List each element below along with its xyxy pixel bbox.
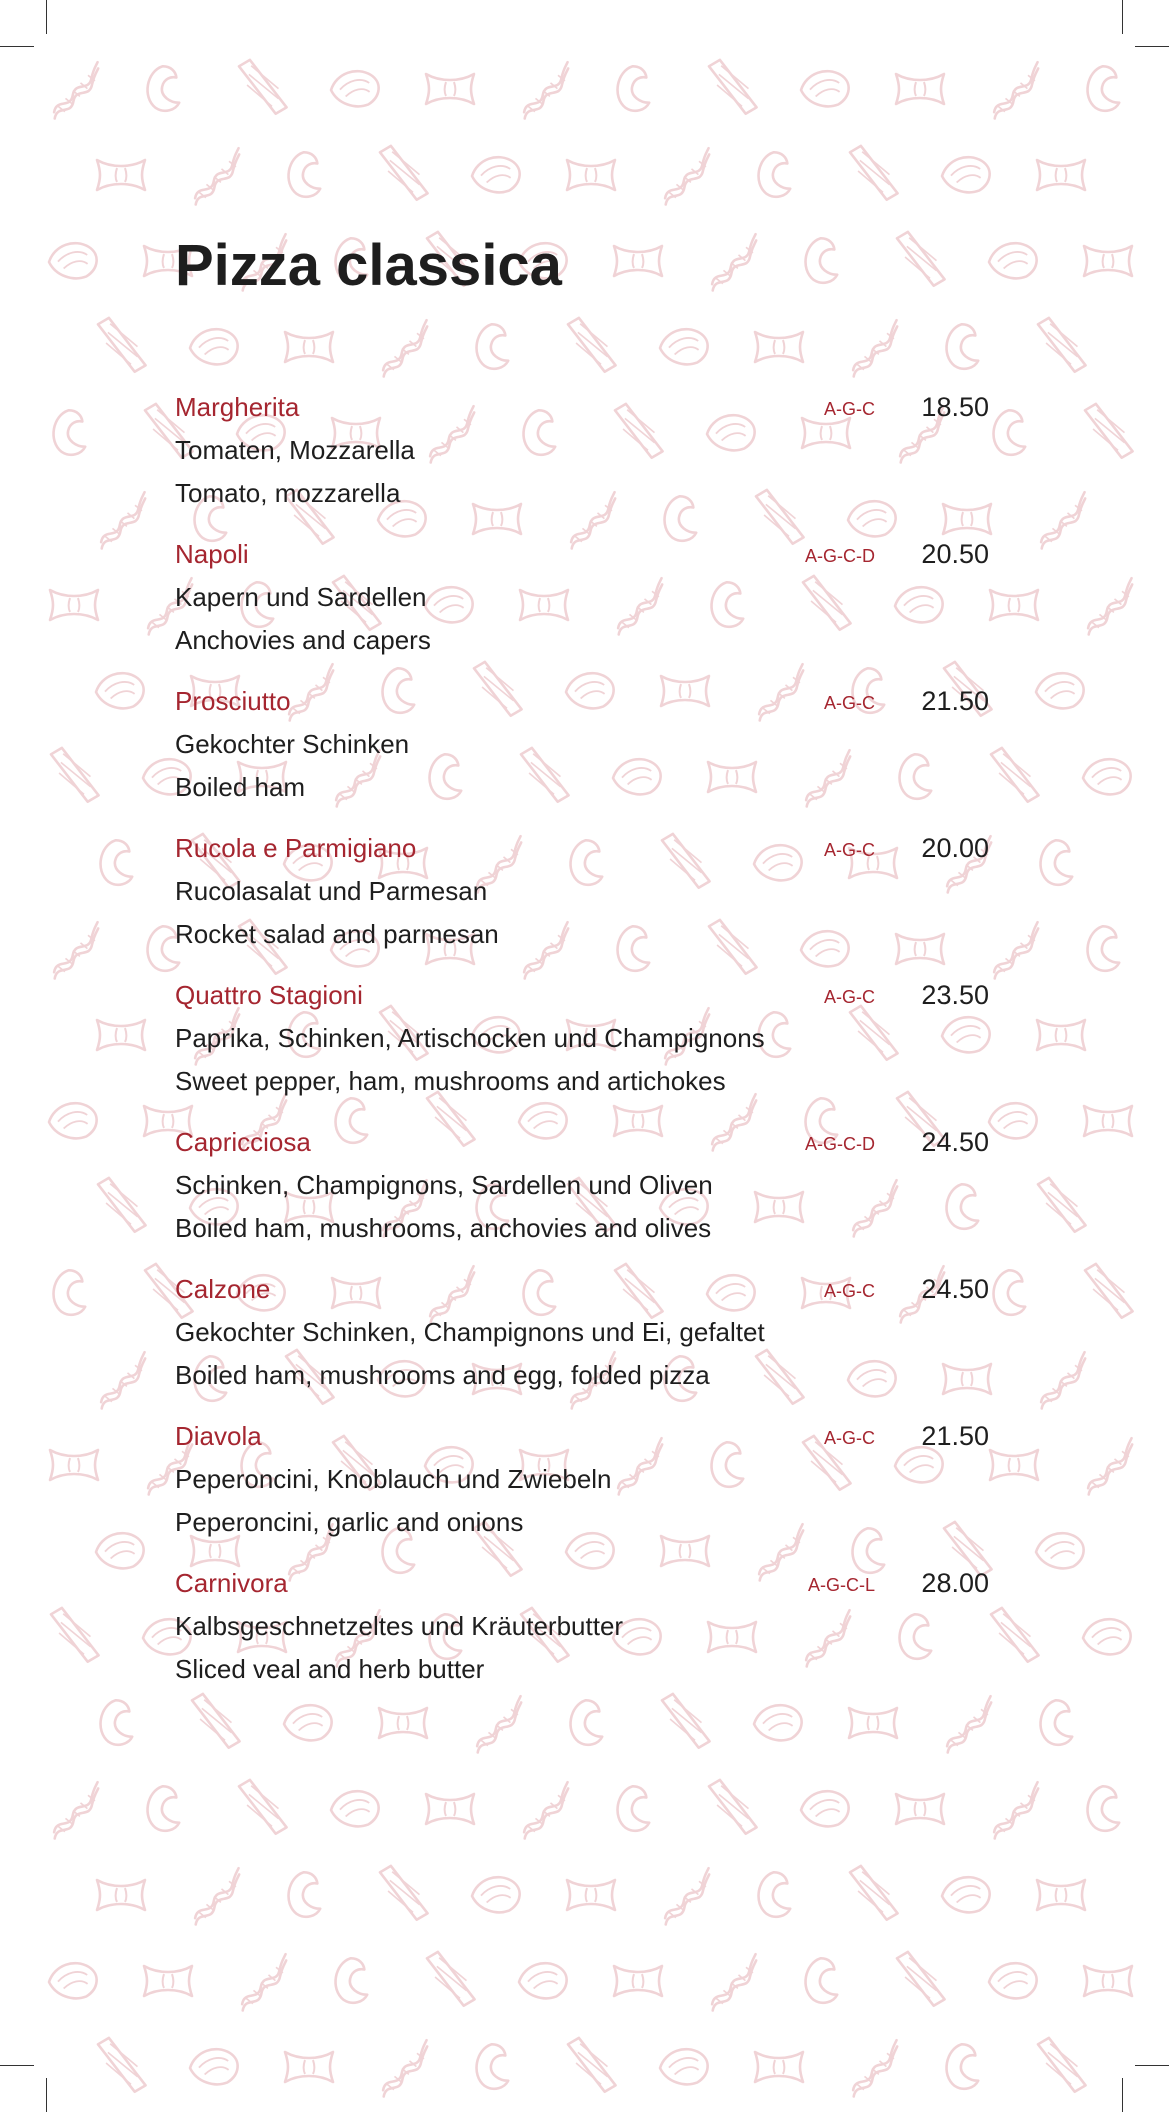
fusilli-icon [840,2040,910,2096]
macaroni-icon [1083,1784,1126,1834]
fusilli-icon [981,62,1051,118]
fusilli-icon [699,234,769,290]
macaroni-icon [1036,838,1079,888]
item-price: 18.50 [921,392,989,422]
shell-pasta-icon [469,148,524,200]
farfalle-icon [50,590,98,620]
item-description-en: Sweet pepper, ham, mushrooms and artichokes [175,1066,726,1096]
penne-icon [849,140,898,205]
shell-pasta-icon [1080,1610,1134,1662]
macaroni-icon [472,2042,515,2092]
item-allergens: A-G-C [824,1281,875,1301]
macaroni-icon [801,236,844,286]
penne-icon [708,54,757,119]
fusilli-icon [88,492,158,548]
item-description-en: Sliced veal and herb butter [175,1654,485,1684]
fusilli-icon [840,320,910,376]
crop-mark-bottom-right-vertical [1122,2078,1123,2112]
farfalle-icon [755,332,803,362]
item-description-de: Gekochter Schinken, Champignons und Ei, gefaltet [175,1317,765,1347]
macaroni-icon [96,1698,139,1748]
penne-icon [896,1946,945,2011]
crop-mark-bottom-left-vertical [46,2078,47,2112]
item-allergens: A-G-C [824,840,875,860]
shell-pasta-icon [187,320,242,372]
farfalle-icon [426,1794,474,1824]
macaroni-icon [989,408,1032,458]
fusilli-icon [511,62,581,118]
farfalle-icon [1037,1880,1085,1910]
item-name: Calzone [175,1274,271,1304]
crop-mark-bottom-right-horizontal [1135,2065,1169,2066]
shell-pasta-icon [798,62,853,114]
macaroni-icon [284,150,327,200]
farfalle-icon [1084,1106,1132,1136]
fusilli-icon [229,1954,299,2010]
item-price: 21.50 [921,1421,989,1451]
farfalle-icon [1037,1020,1085,1050]
macaroni-icon [613,1784,656,1834]
fusilli-icon [1028,1352,1098,1408]
fusilli-icon [370,320,440,376]
item-allergens: A-G-C-D [805,546,875,566]
item-price: 23.50 [921,980,989,1010]
item-price: 20.00 [921,833,989,863]
macaroni-icon [284,1870,327,1920]
item-description-de: Kapern und Sardellen [175,582,427,612]
item-description-en: Peperoncini, garlic and onions [175,1507,524,1537]
crop-mark-top-right-vertical [1122,0,1123,34]
macaroni-icon [942,2042,985,2092]
penne-icon [97,312,146,377]
item-description-en: Rocket salad and parmesan [175,919,499,949]
fusilli-icon [652,148,722,204]
farfalle-icon [1037,160,1085,190]
macaroni-icon [331,1956,374,2006]
item-name: Carnivora [175,1568,288,1598]
menu-item [175,533,995,680]
menu-item [175,1121,995,1268]
macaroni-icon [1083,64,1126,114]
farfalle-icon [285,2052,333,2082]
penne-icon [990,1602,1039,1667]
farfalle-icon [97,1020,145,1050]
shell-pasta-icon [986,234,1041,286]
macaroni-icon [49,408,92,458]
fusilli-icon [41,1782,111,1838]
penne-icon [1037,1172,1086,1237]
fusilli-icon [699,1954,769,2010]
fusilli-icon [1028,492,1098,548]
item-price: 20.50 [921,539,989,569]
item-description-de: Kalbsgeschnetzeltes und Kräuterbutter [175,1611,624,1641]
shell-pasta-icon [986,1954,1041,2006]
farfalle-icon [285,332,333,362]
farfalle-icon [379,1708,427,1738]
menu-item [175,1562,995,1709]
item-price: 21.50 [921,686,989,716]
penne-icon [567,312,616,377]
item-description-de: Gekochter Schinken [175,729,410,759]
shell-pasta-icon [939,148,994,200]
fusilli-icon [182,1868,252,1924]
farfalle-icon [755,2052,803,2082]
crop-mark-top-left-vertical [46,0,47,34]
shell-pasta-icon [1033,1524,1088,1576]
penne-icon [379,140,428,205]
item-description-en: Anchovies and capers [175,625,431,655]
macaroni-icon [49,1268,92,1318]
fusilli-icon [981,1782,1051,1838]
penne-icon [1084,398,1133,463]
macaroni-icon [754,1870,797,1920]
shell-pasta-icon [657,2040,712,2092]
penne-icon [238,1774,287,1839]
item-allergens: A-G-C-D [805,1134,875,1154]
shell-pasta-icon [46,1094,101,1146]
shell-pasta-icon [1080,750,1134,802]
farfalle-icon [1084,246,1132,276]
menu-item [175,1268,995,1415]
penne-icon [849,1860,898,1925]
penne-icon [1037,312,1086,377]
item-name: Diavola [175,1421,262,1451]
farfalle-icon [990,590,1038,620]
farfalle-icon [426,74,474,104]
item-description-de: Schinken, Champignons, Sardellen und Oliven [175,1170,713,1200]
shell-pasta-icon [798,1782,853,1834]
item-allergens: A-G-C-L [808,1575,875,1595]
shell-pasta-icon [516,1954,571,2006]
penne-icon [708,1774,757,1839]
penne-icon [50,1602,99,1667]
macaroni-icon [143,64,186,114]
macaroni-icon [942,322,985,372]
crop-mark-bottom-left-horizontal [0,2065,34,2066]
fusilli-icon [41,62,111,118]
shell-pasta-icon [469,1868,524,1920]
farfalle-icon [97,1880,145,1910]
item-allergens: A-G-C [824,693,875,713]
macaroni-icon [754,150,797,200]
macaroni-icon [801,1956,844,2006]
item-description-de: Tomaten, Mozzarella [175,435,415,465]
item-price: 28.00 [921,1568,989,1598]
menu-item [175,827,995,974]
menu-item [175,974,995,1121]
farfalle-icon [50,1450,98,1480]
fusilli-icon [1075,578,1134,634]
section-title: Pizza classica [175,233,562,298]
penne-icon [379,1860,428,1925]
macaroni-icon [1083,924,1126,974]
shell-pasta-icon [93,664,148,716]
farfalle-icon [567,1880,615,1910]
penne-icon [97,2032,146,2097]
fusilli-icon [652,1868,722,1924]
penne-icon [567,2032,616,2097]
item-description-en: Boiled ham, mushrooms and egg, folded pizza [175,1360,710,1390]
shell-pasta-icon [93,1524,148,1576]
item-price: 24.50 [921,1274,989,1304]
macaroni-icon [472,322,515,372]
item-name: Rucola e Parmigiano [175,833,417,863]
item-name: Napoli [175,539,249,569]
shell-pasta-icon [46,234,101,286]
farfalle-icon [990,1450,1038,1480]
item-name: Quattro Stagioni [175,980,363,1010]
penne-icon [1084,1258,1133,1323]
penne-icon [50,742,99,807]
macaroni-icon [989,1268,1032,1318]
item-description-en: Tomato, mozzarella [175,478,401,508]
penne-icon [238,54,287,119]
fusilli-icon [1075,1438,1134,1494]
macaroni-icon [143,1784,186,1834]
penne-icon [426,1946,475,2011]
menu-item [175,386,995,533]
macaroni-icon [1036,1698,1079,1748]
shell-pasta-icon [1033,664,1088,716]
penne-icon [896,226,945,291]
farfalle-icon [849,1708,897,1738]
item-description-de: Paprika, Schinken, Artischocken und Champignons [175,1023,765,1053]
menu-item [175,680,995,827]
item-allergens: A-G-C [824,1428,875,1448]
penne-icon [1037,2032,1086,2097]
shell-pasta-icon [939,1868,994,1920]
fusilli-icon [370,2040,440,2096]
item-allergens: A-G-C [824,399,875,419]
shell-pasta-icon [328,1782,383,1834]
farfalle-icon [144,1966,192,1996]
penne-icon [97,1172,146,1237]
item-price: 24.50 [921,1127,989,1157]
item-description-en: Boiled ham [175,772,306,802]
shell-pasta-icon [657,320,712,372]
fusilli-icon [88,1352,158,1408]
farfalle-icon [1084,1966,1132,1996]
menu-item [175,1415,995,1562]
item-allergens: A-G-C [824,987,875,1007]
macaroni-icon [96,838,139,888]
farfalle-icon [614,1966,662,1996]
crop-mark-top-right-horizontal [1135,46,1169,47]
menu-items-list [175,386,995,1709]
fusilli-icon [182,148,252,204]
item-description-de: Peperoncini, Knoblauch und Zwiebeln [175,1464,612,1494]
fusilli-icon [41,922,111,978]
farfalle-icon [896,74,944,104]
item-name: Margherita [175,392,300,422]
shell-pasta-icon [187,2040,242,2092]
penne-icon [990,742,1039,807]
item-name: Capricciosa [175,1127,311,1157]
crop-mark-top-left-horizontal [0,46,34,47]
farfalle-icon [97,160,145,190]
fusilli-icon [511,1782,581,1838]
macaroni-icon [613,64,656,114]
farfalle-icon [614,246,662,276]
farfalle-icon [896,1794,944,1824]
item-description-de: Rucolasalat und Parmesan [175,876,488,906]
shell-pasta-icon [328,62,383,114]
shell-pasta-icon [46,1954,101,2006]
farfalle-icon [567,160,615,190]
item-name: Prosciutto [175,686,291,716]
item-description-en: Boiled ham, mushrooms, anchovies and olives [175,1213,712,1243]
